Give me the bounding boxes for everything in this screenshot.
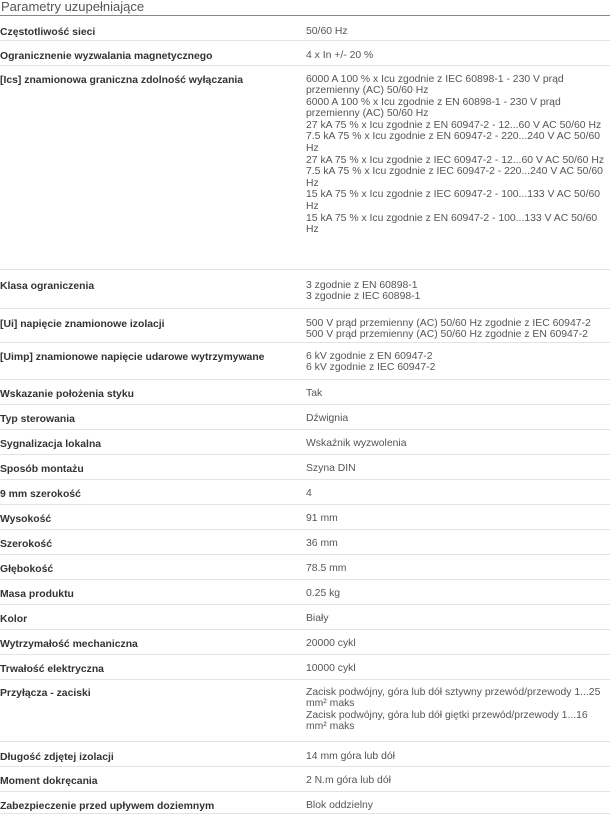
value-line: 15 kA 75 % x Icu zgodnie z IEC 60947-2 - 100...133 V AC 50/60 Hz	[306, 189, 601, 213]
table-row	[0, 679, 610, 741]
table-row	[0, 504, 610, 529]
value-line: Tak	[306, 387, 323, 399]
row-value	[306, 379, 610, 404]
value-line: 10000 cykl	[306, 662, 356, 674]
row-label: [Ics] znamionowa graniczna zdolność wyłączania	[0, 65, 306, 269]
row-value	[306, 741, 610, 766]
value-line: Wskaźnik wyzwolenia	[306, 437, 407, 449]
row-label: Kolor	[0, 604, 306, 629]
value-line: 7.5 kA 75 % x Icu zgodnie z EN 60947-2 - 220...240 V AC 50/60 Hz	[306, 131, 601, 155]
section-title: Parametry uzupełniające	[0, 0, 610, 16]
row-label: 9 mm szerokość	[0, 479, 306, 504]
row-label: Ogranicznenie wyzwalania magnetycznego	[0, 40, 306, 65]
row-label: Trwałość elektryczna	[0, 654, 306, 679]
parameters-table-body	[0, 16, 610, 813]
table-row	[0, 741, 610, 766]
row-label: Szerokość	[0, 529, 306, 554]
table-row	[0, 579, 610, 604]
row-label: Moment dokręcania	[0, 766, 306, 791]
value-line: Szyna DIN	[306, 462, 356, 474]
row-value	[306, 404, 610, 429]
value-line: Blok oddzielny	[306, 799, 374, 811]
row-label: Zabezpieczenie przed upływem doziemnym	[0, 791, 306, 813]
row-value	[306, 504, 610, 529]
value-line: 27 kA 75 % x Icu zgodnie z EN 60947-2 - 12...60 V AC 50/60 Hz	[306, 119, 602, 131]
row-value	[306, 679, 610, 741]
table-row	[0, 529, 610, 554]
parameters-table	[0, 16, 610, 814]
row-label: Głębokość	[0, 554, 306, 579]
row-label: Typ sterowania	[0, 404, 306, 429]
table-row	[0, 791, 610, 813]
table-row	[0, 766, 610, 791]
value-line: Biały	[306, 612, 329, 624]
value-line: 15 kA 75 % x Icu zgodnie z EN 60947-2 - 100...133 V AC 50/60 Hz	[306, 212, 598, 236]
table-row	[0, 654, 610, 679]
table-row	[0, 40, 610, 65]
value-line: 500 V prąd przemienny (AC) 50/60 Hz zgodnie z EN 60947-2	[306, 329, 588, 341]
value-line: 6 kV zgodnie z IEC 60947-2	[306, 362, 436, 374]
value-line: 78.5 mm	[306, 562, 347, 574]
value-line: 0.25 kg	[306, 587, 341, 599]
row-value	[306, 40, 610, 65]
value-line: 20000 cykl	[306, 637, 356, 649]
table-row	[0, 342, 610, 379]
table-row	[0, 16, 610, 40]
row-label: Wskazanie położenia styku	[0, 379, 306, 404]
row-value	[306, 429, 610, 454]
row-value	[306, 654, 610, 679]
row-label: [Ui] napięcie znamionowe izolacji	[0, 308, 306, 342]
table-row	[0, 379, 610, 404]
row-label: Masa produktu	[0, 579, 306, 604]
table-row	[0, 308, 610, 342]
value-line: 50/60 Hz	[306, 26, 348, 37]
row-value	[306, 308, 610, 342]
row-label: Częstotliwość sieci	[0, 16, 306, 40]
row-value	[306, 766, 610, 791]
row-label: [Uimp] znamionowe napięcie udarowe wytrzymywane	[0, 342, 306, 379]
value-line: 3 zgodnie z IEC 60898-1	[306, 291, 421, 303]
table-row	[0, 479, 610, 504]
row-value	[306, 454, 610, 479]
value-line: 14 mm góra lub dół	[306, 750, 395, 762]
row-value	[306, 16, 610, 40]
value-line: 6 kV zgodnie z EN 60947-2	[306, 350, 433, 362]
row-value	[306, 65, 610, 269]
row-value	[306, 554, 610, 579]
row-value	[306, 579, 610, 604]
value-line: 3 zgodnie z EN 60898-1	[306, 279, 418, 291]
row-label: Sygnalizacja lokalna	[0, 429, 306, 454]
value-line: 91 mm	[306, 512, 338, 524]
value-line: 7.5 kA 75 % x Icu zgodnie z IEC 60947-2 - 220...240 V AC 50/60 Hz	[306, 166, 603, 189]
value-line: 500 V prąd przemienny (AC) 50/60 Hz zgodnie z IEC 60947-2	[306, 317, 591, 329]
row-value	[306, 269, 610, 308]
value-line: 36 mm	[306, 537, 338, 549]
value-line: Dźwignia	[306, 412, 349, 424]
table-row	[0, 269, 610, 308]
table-row	[0, 554, 610, 579]
row-value	[306, 629, 610, 654]
row-value	[306, 479, 610, 504]
table-row	[0, 429, 610, 454]
row-label: Przyłącza - zaciski	[0, 679, 306, 741]
row-value	[306, 791, 610, 813]
value-line: 6000 A 100 % x Icu zgodnie z IEC 60898-1 - 230 V prąd przemienny (AC) 50/60 Hz	[306, 73, 564, 97]
table-row	[0, 404, 610, 429]
table-row	[0, 629, 610, 654]
row-value	[306, 529, 610, 554]
row-label: Długość zdjętej izolacji	[0, 741, 306, 766]
row-label: Wysokość	[0, 504, 306, 529]
row-value	[306, 342, 610, 379]
value-line: 27 kA 75 % x Icu zgodnie z IEC 60947-2 - 12...60 V AC 50/60 Hz	[306, 154, 605, 166]
value-line: Zacisk podwójny, góra lub dół giętki przewód/przewody 1...16 mm² maks	[306, 709, 588, 733]
row-value	[306, 604, 610, 629]
value-line: 4	[306, 487, 312, 499]
value-line: 2 N.m góra lub dół	[306, 774, 391, 786]
value-line: 6000 A 100 % x Icu zgodnie z EN 60898-1 - 230 V prąd przemienny (AC) 50/60 Hz	[306, 96, 561, 120]
row-label: Klasa ograniczenia	[0, 269, 306, 308]
table-row	[0, 454, 610, 479]
table-row	[0, 604, 610, 629]
table-row	[0, 65, 610, 269]
value-line: 4 x In +/- 20 %	[306, 49, 374, 61]
row-label: Sposób montażu	[0, 454, 306, 479]
row-label: Wytrzymałość mechaniczna	[0, 629, 306, 654]
value-line: Zacisk podwójny, góra lub dół sztywny przewód/przewody 1...25 mm² maks	[306, 686, 601, 710]
